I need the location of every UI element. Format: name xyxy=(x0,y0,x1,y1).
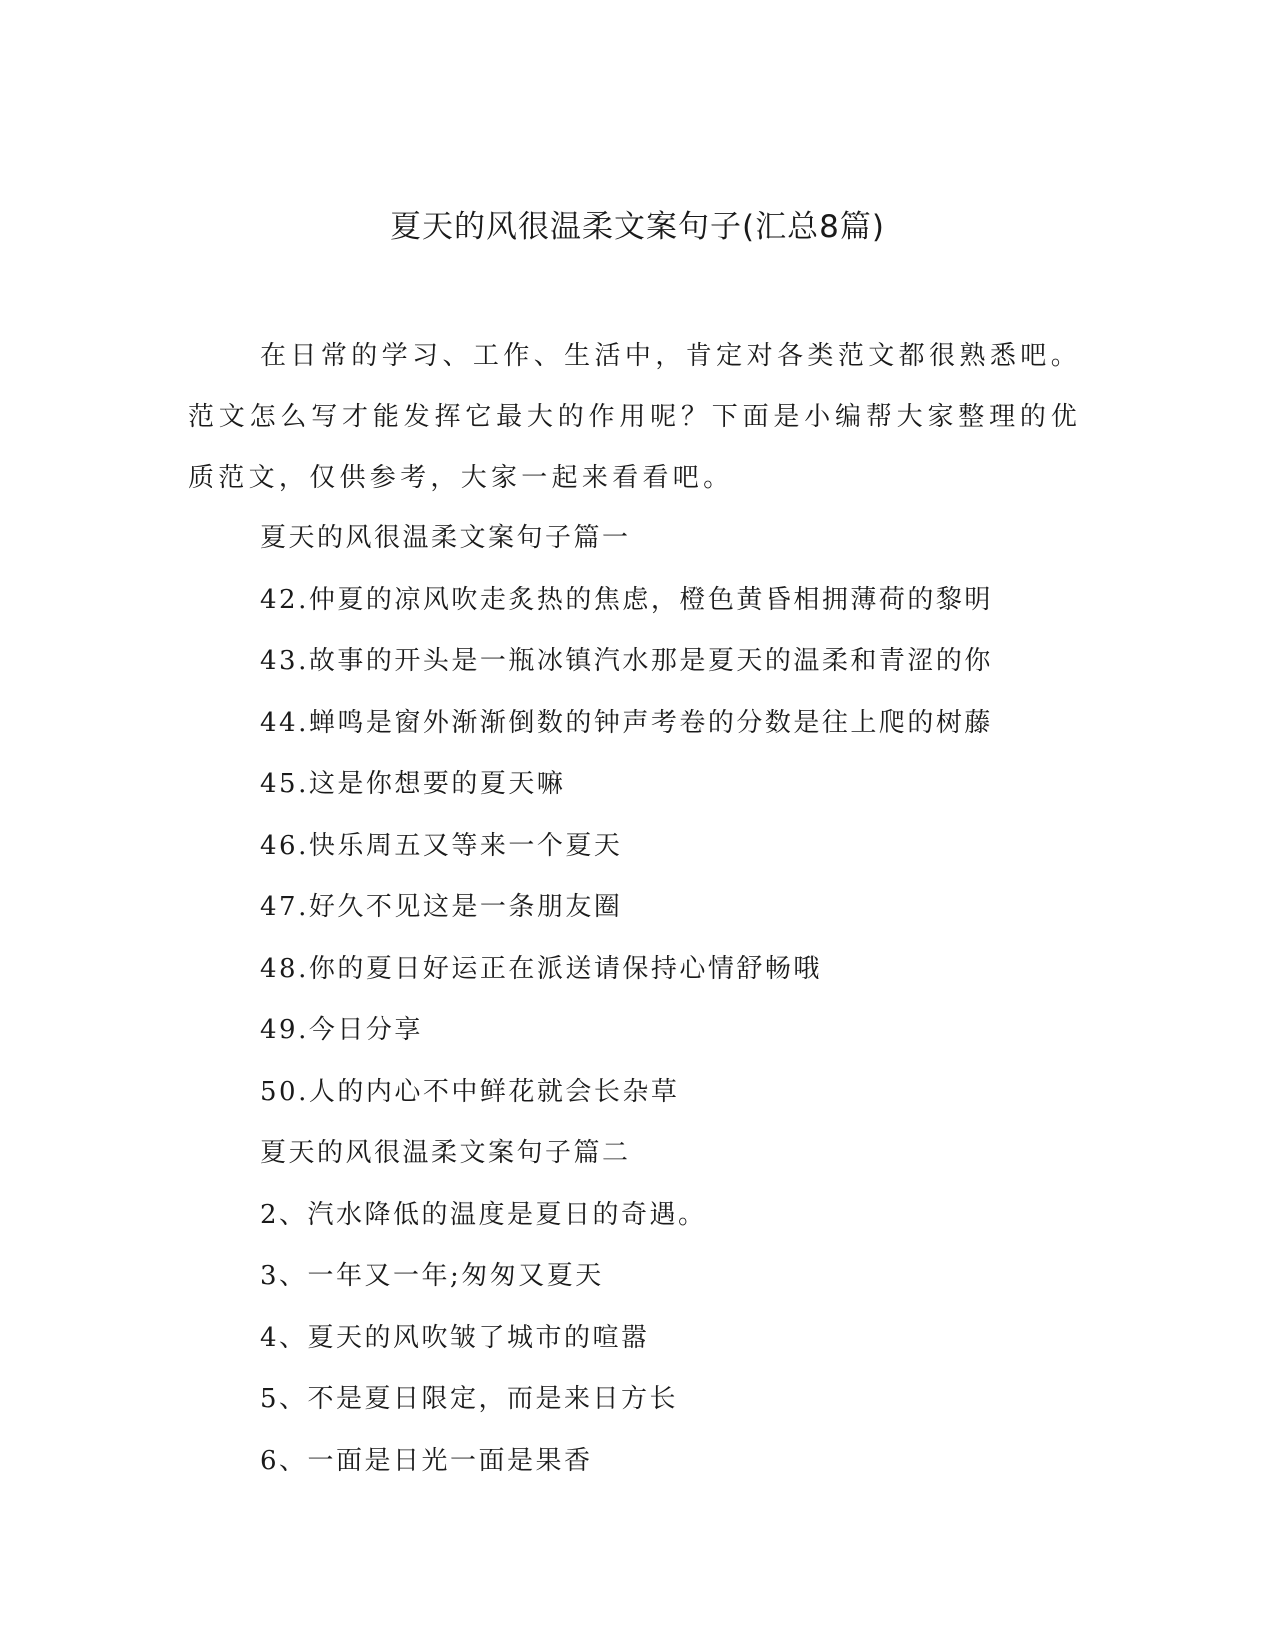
list-item: 42.仲夏的凉风吹走炙热的焦虑，橙色黄昏相拥薄荷的黎明 xyxy=(260,584,993,615)
list-item: 49.今日分享 xyxy=(260,1015,423,1045)
list-item: 43.故事的开头是一瓶冰镇汽水那是夏天的温柔和青涩的你 xyxy=(260,646,993,676)
document-title: 夏天的风很温柔文案句子(汇总8篇) xyxy=(390,209,885,245)
list-item: 2、汽水降低的温度是夏日的奇遇。 xyxy=(260,1199,707,1230)
list-item: 47.好久不见这是一条朋友圈 xyxy=(260,892,623,922)
list-item: 45.这是你想要的夏天嘛 xyxy=(260,769,566,799)
list-item: 6、一面是日光一面是果香 xyxy=(260,1445,593,1476)
list-item: 5、不是夏日限定，而是来日方长 xyxy=(260,1384,679,1414)
intro-paragraph: 在日常的学习、工作、生活中，肯定对各类范文都很熟悉吧。范文怎么写才能发挥它最大的作用呢？下面是小编帮大家整理的优质范文，仅供参考，大家一起来看看吧。 xyxy=(188,341,1081,493)
content-lines xyxy=(260,508,1080,1492)
list-item: 44.蝉鸣是窗外渐渐倒数的钟声考卷的分数是往上爬的树藤 xyxy=(260,707,993,738)
section-heading-2: 夏天的风很温柔文案句子篇二 xyxy=(260,1138,631,1168)
section-heading-1: 夏天的风很温柔文案句子篇一 xyxy=(260,523,631,553)
list-item: 46.快乐周五又等来一个夏天 xyxy=(260,830,623,861)
list-item: 50.人的内心不中鲜花就会长杂草 xyxy=(260,1076,680,1107)
list-item: 48.你的夏日好运正在派送请保持心情舒畅哦 xyxy=(260,953,822,984)
list-item: 3、一年又一年;匆匆又夏天 xyxy=(260,1261,604,1291)
list-item: 4、夏天的风吹皱了城市的喧嚣 xyxy=(260,1322,650,1353)
